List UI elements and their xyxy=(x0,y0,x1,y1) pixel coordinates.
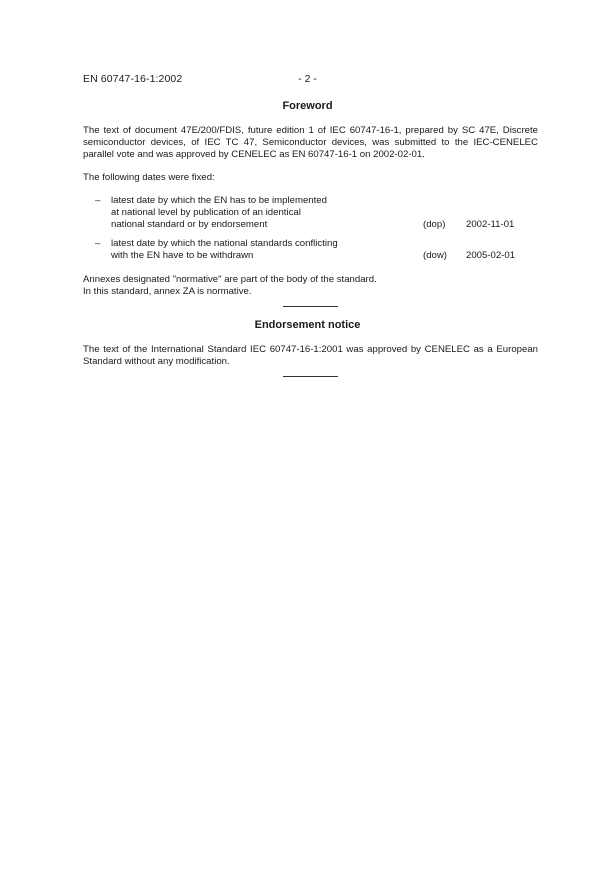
date-item-description xyxy=(111,195,411,232)
endorsement-title: Endorsement notice xyxy=(254,319,361,331)
date-item-description xyxy=(111,238,411,262)
date-item-abbreviation: (dop) xyxy=(423,219,446,230)
date-item-line: latest date by which the EN has to be implemented xyxy=(111,195,327,206)
dates-intro: The following dates were fixed: xyxy=(83,172,215,183)
document-id: EN 60747-16-1:2002 xyxy=(83,73,183,85)
date-item-line: national standard or by endorsement xyxy=(111,219,268,231)
page-number: - 2 - xyxy=(298,73,317,85)
date-item-dop xyxy=(95,195,525,235)
list-dash: – xyxy=(95,195,101,206)
annex-note-line-1: Annexes designated "normative" are part of the body of the standard. xyxy=(83,274,377,285)
section-divider xyxy=(283,376,338,377)
foreword-title: Foreword xyxy=(282,100,333,112)
date-item-dow xyxy=(95,238,525,266)
date-item-abbreviation: (dow) xyxy=(423,250,447,261)
list-dash: – xyxy=(95,238,101,249)
date-item-line: with the EN have to be withdrawn xyxy=(111,250,254,262)
endorsement-paragraph: The text of the International Standard IEC 60747-16-1:2001 was approved by CENELEC as a European Standard without any modification. xyxy=(83,344,538,368)
date-item-line: latest date by which the national standards conflicting xyxy=(111,238,338,249)
date-item-value: 2005-02-01 xyxy=(466,250,516,261)
foreword-intro-paragraph: The text of document 47E/200/FDIS, future edition 1 of IEC 60747-16-1, prepared by SC 47E, Discrete semiconductor devices, of IEC TC 47, Semiconductor devices, was submitted to the IEC-CENELEC parallel vote and was approved by CENELEC as EN 60747-16-1 on 2002-02-01. xyxy=(83,125,538,161)
section-divider xyxy=(283,306,338,307)
date-item-value: 2002-11-01 xyxy=(466,219,515,230)
annex-note-line-2: In this standard, annex ZA is normative. xyxy=(83,286,252,297)
date-item-line: at national level by publication of an identical xyxy=(111,207,301,219)
